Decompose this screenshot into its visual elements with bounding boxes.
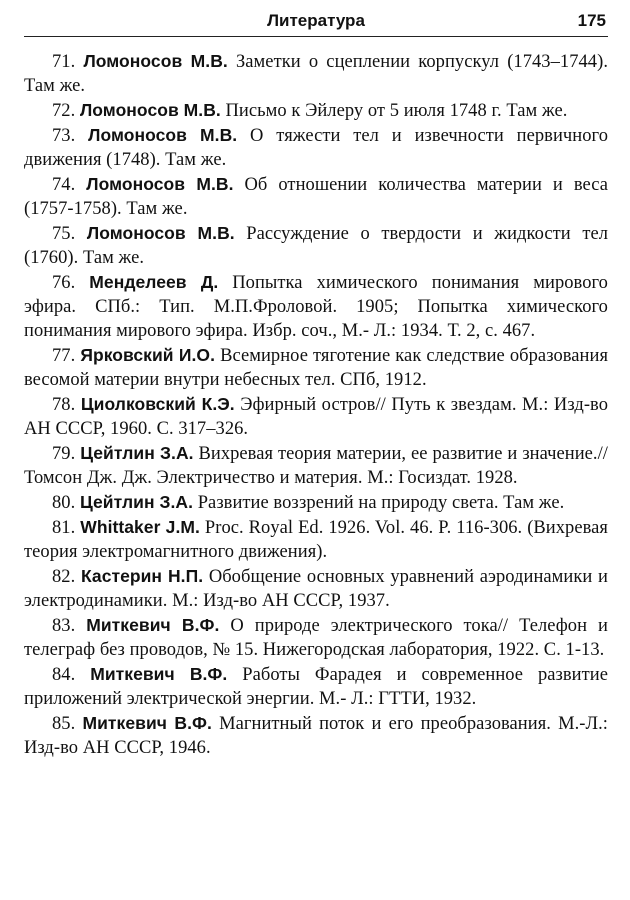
reference-author: Whittaker J.M. [80,517,200,537]
reference-item [24,392,608,441]
reference-number: 77. [52,346,76,366]
reference-item [24,270,608,343]
reference-number: 72. [52,101,76,121]
reference-text: Рассуждение о твердости и жидкости тел (1760). Там же. [24,224,608,268]
reference-text: Всемирное тяготение как следствие образования весомой материи внутри небесных тел. СПб, 1912. [24,346,609,390]
reference-text: Развитие воззрений на природу света. Там же. [197,493,565,513]
reference-author: Цейтлин З.А. [80,443,194,463]
reference-number: 71. [52,52,76,72]
reference-text: Вихревая теория материи, ее развитие и значение.// Томсон Дж. Дж. Электричество и материя. М.: Госиздат. 1928. [24,444,608,488]
reference-author: Ломоносов М.В. [88,125,238,145]
reference-list [24,49,608,760]
reference-item [24,172,608,221]
reference-text: Попытка химического понимания мирового эфира. СПб.: Тип. М.П.Фроловой. 1905; Попытка химического понимания мирового эфира. Избр. соч., М.- Л.: 1934. Т. 2, с. 467. [24,273,608,341]
reference-number: 85. [52,714,76,734]
reference-author: Кастерин Н.П. [80,566,204,586]
section-title: Литература [267,11,365,30]
reference-item [24,221,608,270]
reference-author: Ломоносов М.В. [86,174,234,194]
reference-number: 74. [52,175,76,195]
reference-item [24,49,608,98]
reference-text: Об отношении количества материи и веса (1757-1758). Там же. [24,175,608,219]
running-header [24,8,608,37]
reference-author: Ярковский И.О. [80,345,216,365]
reference-number: 83. [52,616,76,636]
reference-author: Миткевич В.Ф. [82,713,212,733]
page-number: 175 [577,11,606,30]
reference-number: 76. [52,273,76,293]
reference-item [24,711,608,760]
reference-number: 78. [52,395,76,415]
reference-item [24,490,608,515]
reference-text: Письмо к Эйлеру от 5 июля 1748 г. Там же. [225,101,568,121]
reference-author: Ломоносов М.В. [83,51,228,71]
reference-text: Эфирный остров// Путь к звездам. М.: Изд-во АН СССР, 1960. С. 317–326. [24,395,608,439]
reference-author: Миткевич В.Ф. [86,615,220,635]
reference-text: Работы Фарадея и современное развитие приложений электрической энергии. М.- Л.: ГТТИ, 1932. [24,665,608,709]
reference-number: 84. [52,665,76,685]
reference-text: О природе электрического тока// Телефон и телеграф без проводов, № 15. Нижегородская лаборатория, 1922. С. 1-13. [24,616,608,660]
reference-number: 80. [52,493,76,513]
reference-author: Миткевич В.Ф. [90,664,228,684]
reference-author: Ломоносов М.В. [86,223,235,243]
reference-text: О тяжести тел и извечности первичного движения (1748). Там же. [24,126,608,170]
reference-text: Обобщение основных уравнений аэродинамики и электродинамики. М.: Изд-во АН СССР, 1937. [24,567,608,611]
reference-number: 75. [52,224,76,244]
reference-item [24,515,608,564]
reference-author: Менделеев Д. [89,272,219,292]
reference-item [24,441,608,490]
reference-author: Ломоносов М.В. [79,100,221,120]
reference-item [24,613,608,662]
reference-number: 79. [52,444,76,464]
reference-item [24,98,608,123]
reference-number: 73. [52,126,76,146]
reference-text: Магнитный поток и его преобразования. М.-Л.: Изд-во АН СССР, 1946. [24,714,608,758]
reference-number: 81. [52,518,76,538]
reference-item [24,343,608,392]
reference-number: 82. [52,567,76,587]
reference-text: Заметки о сцеплении корпускул (1743–1744). Там же. [24,52,608,96]
reference-author: Циолковский К.Э. [80,394,235,414]
reference-item [24,123,608,172]
reference-item [24,662,608,711]
reference-author: Цейтлин З.А. [79,492,194,512]
reference-text: Proc. Royal Ed. 1926. Vol. 46. P. 116-306. (Вихревая теория электромагнитного движения). [24,518,608,562]
reference-item [24,564,608,613]
